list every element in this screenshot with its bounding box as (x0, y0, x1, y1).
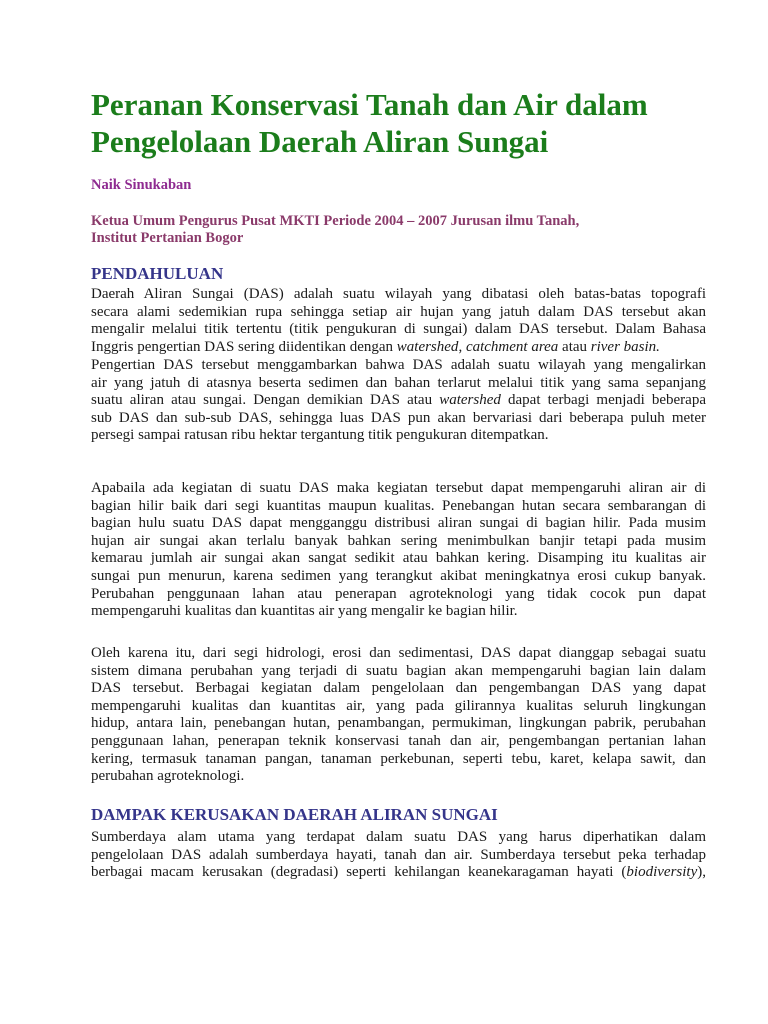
paragraph-line: air yang jatuh di atasnya beserta sedimen dan bahan terlarut melalui titik yang sama sepanjang (91, 374, 706, 391)
paragraph-line: hidup, antara lain, penebangan hutan, penambangan, permukiman, lingkungan pabrik, perubahan (91, 715, 706, 732)
paragraph-line: secara alami sedemikian rupa sehingga setiap air hujan yang jatuh dalam DAS tersebut akan (91, 303, 706, 320)
paragraph-line: bagian hilir baik dari segi kuantitas maupun kualitas. Penebangan hutan secara sembarangan di (91, 497, 706, 514)
paragraph-line: Sumberdaya alam utama yang terdapat dalam suatu DAS yang harus diperhatikan dalam (91, 829, 706, 845)
paragraph-line: persegi sampai ratusan ribu hektar tergantung titik pengukuran ditempatkan. (91, 427, 549, 444)
title-line: Pengelolaan Daerah Aliran Sungai (91, 124, 549, 159)
paragraph (91, 829, 706, 882)
paragraph-line: bagian hulu suatu DAS dapat mengganggu distribusi aliran sungai di bagian hilir. Pada musim (91, 515, 706, 532)
italic-term: catchment area (465, 338, 559, 355)
paragraph-line: pengelolaan DAS adalah sumberdaya hayati, tanah dan air. Sumberdaya tersebut peka terhadap (91, 846, 706, 863)
italic-term: watershed (396, 338, 459, 355)
paragraph-line: berbagai macam kerusakan (degradasi) seperti kehilangan keanekaragaman hayati (biodiversity), (91, 864, 706, 881)
paragraph-line: suatu aliran atau sungai. Dengan demikian DAS atau watershed dapat terbagi menjadi beberapa (91, 392, 706, 409)
paragraph-line: hujan air sungai akan terlalu banyak bahkan sering menimbulkan banjir tetapi pada musim (91, 532, 706, 549)
paragraph-line: penggunaan lahan, penerapan teknik konservasi tanah dan air, pengembangan pertanian lahan (91, 732, 706, 749)
paragraph-line: mempengaruhi kualitas dan kuantitas air, yang pada gilirannya kualitas seluruh lingkungan (91, 697, 706, 714)
paragraph (91, 480, 706, 621)
document-title (91, 86, 706, 160)
author-name: Naik Sinukaban (91, 177, 192, 193)
paragraph-line: kering, termasuk tanaman pangan, tanaman perkebunan, seperti tebu, karet, kelapa sawit, dan (91, 750, 706, 767)
paragraph-line: Pengertian DAS tersebut menggambarkan bahwa DAS adalah suatu wilayah yang mengalirkan (91, 357, 706, 373)
paragraph-line: Daerah Aliran Sungai (DAS) adalah suatu wilayah yang dibatasi oleh batas-batas topografi (91, 286, 706, 302)
paragraph-line: sistem dimana perubahan yang terjadi di suatu bagian akan mempengaruhi bagian lain dalam (91, 662, 706, 679)
paragraph-line: sungai pun menurun, karena sedimen yang terangkut akibat meningkatnya erosi cukup banyak. (91, 567, 706, 584)
paragraph-line: DAS tersebut. Berbagai kegiatan dalam pengelolaan dan pengembangan DAS yang dapat (91, 680, 706, 697)
paragraph-line: perubahan agroteknologi. (91, 768, 245, 785)
paragraph (91, 645, 706, 786)
author-affiliation (91, 213, 706, 247)
italic-term: watershed (439, 392, 501, 409)
affiliation-line: Institut Pertanian Bogor (91, 230, 244, 246)
paragraph-line: Oleh karena itu, dari segi hidrologi, erosi dan sedimentasi, DAS dapat dianggap sebagai suatu (91, 645, 706, 661)
section-heading-pendahuluan: PENDAHULUAN (91, 264, 224, 283)
paragraph-line: sub DAS dan sub-sub DAS, sehingga luas DAS pun akan bervariasi dari beberapa puluh meter (91, 409, 706, 426)
section-heading-dampak: DAMPAK KERUSAKAN DAERAH ALIRAN SUNGAI (91, 805, 498, 824)
affiliation-line: Ketua Umum Pengurus Pusat MKTI Periode 2004 – 2007 Jurusan ilmu Tanah, (91, 213, 580, 229)
italic-term: river basin. (590, 338, 660, 355)
paragraph-line: kemarau jumlah air sungai akan sangat sedikit atau bahkan kering. Disamping itu kualitas air (91, 550, 706, 567)
paragraph-line: Inggris pengertian DAS sering diidentikan dengan watershed, catchment area atau river basin. (91, 338, 660, 355)
paragraph-line: mengalir melalui titik tertentu (titik pengukuran di sungai) dalam DAS tersebut. Dalam Bahasa (91, 321, 706, 338)
title-line: Peranan Konservasi Tanah dan Air dalam (91, 87, 648, 122)
paragraph (91, 357, 706, 445)
italic-term: biodiversity (626, 864, 698, 881)
paragraph-line: mempengaruhi kualitas dan kuantitas air yang mengalir ke bagian hilir. (91, 603, 518, 620)
paragraph-line: Perubahan penggunaan lahan atau penerapan agroteknologi yang tidak cocok pun dapat (91, 585, 706, 602)
paragraph-line: Apabaila ada kegiatan di suatu DAS maka kegiatan tersebut dapat mempengaruhi aliran air di (91, 480, 706, 496)
paragraph (91, 286, 706, 356)
